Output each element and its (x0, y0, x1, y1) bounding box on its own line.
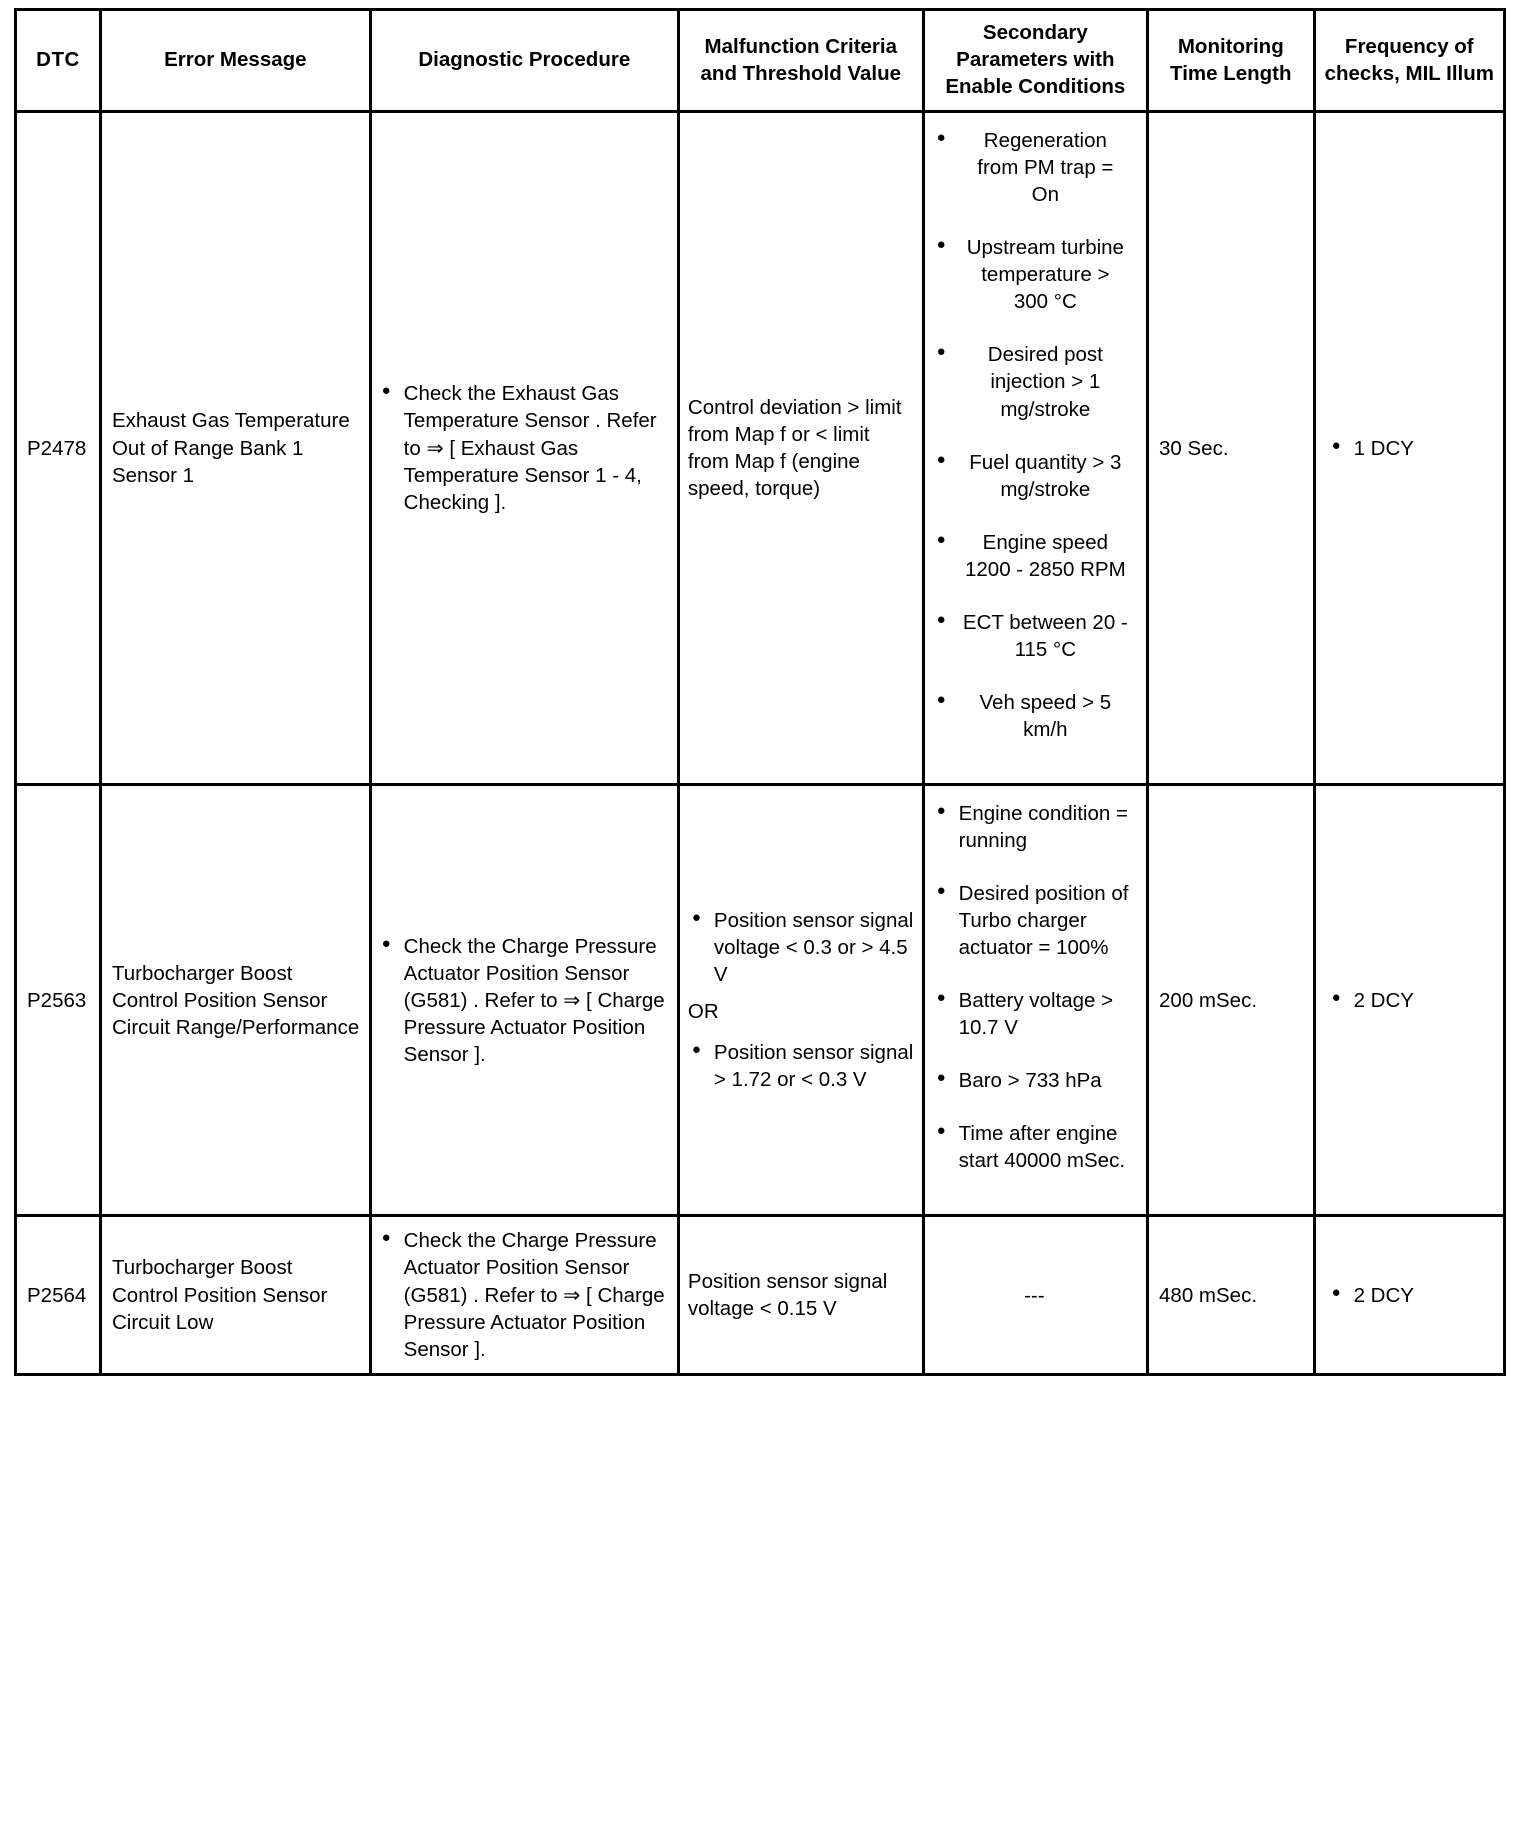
secondary-parameters-wrapper (931, 123, 1138, 773)
column-header-error-message: Error Message (100, 10, 370, 112)
cell-diagnostic-procedure (370, 1216, 678, 1374)
column-header-frequency: Frequency of checks, MIL Illum (1314, 10, 1504, 112)
cell-diagnostic-procedure (370, 784, 678, 1215)
list-item: ● Engine speed 1200 - 2850 RPM (933, 529, 1136, 583)
list-item: ● Battery voltage > 10.7 V (933, 987, 1136, 1041)
table-body (16, 112, 1505, 1375)
frequency-list (1328, 987, 1495, 1014)
cell-error-message: Turbocharger Boost Control Position Sensor Circuit Low (100, 1216, 370, 1374)
table-header (16, 10, 1505, 112)
table-header-row (16, 10, 1505, 112)
list-item: ● Upstream turbine temperature > 300 °C (933, 234, 1136, 315)
cell-dtc: P2564 (16, 1216, 101, 1374)
list-item: ● Engine condition = running (933, 800, 1136, 854)
malfunction-criteria-separator: OR (687, 1000, 719, 1024)
cell-frequency (1314, 784, 1504, 1215)
cell-monitoring-time: 200 mSec. (1148, 784, 1315, 1215)
cell-error-message: Exhaust Gas Temperature Out of Range Bank 1 Sensor 1 (100, 112, 370, 785)
malfunction-criteria-list-2 (688, 1039, 914, 1093)
list-item: ● Position sensor signal voltage < 0.3 or > 4.5 V (688, 907, 914, 988)
dtc-table (14, 8, 1506, 1376)
list-item: ● Baro > 733 hPa (933, 1067, 1136, 1094)
cell-malfunction-criteria (678, 784, 923, 1215)
frequency-list (1328, 435, 1495, 462)
table-row (16, 784, 1505, 1215)
column-header-malfunction-criteria: Malfunction Criteria and Threshold Value (678, 10, 923, 112)
malfunction-criteria-list (688, 907, 914, 988)
list-item: ● 2 DCY (1328, 987, 1495, 1014)
list-item: ● Check the Charge Pressure Actuator Position Sensor (G581) . Refer to ⇒ [ Charge Pressure Actuator Position Sensor ]. (378, 933, 669, 1068)
list-item: ● Time after engine start 40000 mSec. (933, 1120, 1136, 1174)
cell-frequency (1314, 112, 1504, 785)
list-item: ● Check the Exhaust Gas Temperature Sensor . Refer to ⇒ [ Exhaust Gas Temperature Sensor 1 - 4, Checking ]. (378, 380, 669, 515)
list-item: ● 1 DCY (1328, 435, 1495, 462)
list-item: ● ECT between 20 - 115 °C (933, 609, 1136, 663)
column-header-diagnostic-procedure: Diagnostic Procedure (370, 10, 678, 112)
list-item: ● Fuel quantity > 3 mg/stroke (933, 449, 1136, 503)
cell-dtc: P2478 (16, 112, 101, 785)
cell-secondary-parameters (923, 112, 1147, 785)
list-item: ● Regeneration from PM trap = On (933, 127, 1136, 208)
list-item: ● 2 DCY (1328, 1282, 1495, 1309)
frequency-list (1328, 1282, 1495, 1309)
diagnostic-procedure-list (378, 380, 669, 515)
column-header-secondary-parameters: Secondary Parameters with Enable Conditions (923, 10, 1147, 112)
cell-monitoring-time: 480 mSec. (1148, 1216, 1315, 1374)
table-row (16, 112, 1505, 785)
cell-diagnostic-procedure (370, 112, 678, 785)
cell-dtc: P2563 (16, 784, 101, 1215)
list-item: ● Check the Charge Pressure Actuator Position Sensor (G581) . Refer to ⇒ [ Charge Pressure Actuator Position Sensor ]. (378, 1227, 669, 1362)
cell-malfunction-criteria: Control deviation > limit from Map f or < limit from Map f (engine speed, torque) (678, 112, 923, 785)
cell-frequency (1314, 1216, 1504, 1374)
list-item: ● Veh speed > 5 km/h (933, 689, 1136, 743)
column-header-dtc: DTC (16, 10, 101, 112)
secondary-parameters-list (933, 800, 1136, 1174)
secondary-parameters-wrapper (931, 796, 1138, 1204)
list-item: ● Desired position of Turbo charger actuator = 100% (933, 880, 1136, 961)
cell-secondary-parameters: --- (923, 1216, 1147, 1374)
cell-malfunction-criteria: Position sensor signal voltage < 0.15 V (678, 1216, 923, 1374)
diagnostic-procedure-list (378, 933, 669, 1068)
list-item: ● Desired post injection > 1 mg/stroke (933, 341, 1136, 422)
cell-secondary-parameters (923, 784, 1147, 1215)
cell-monitoring-time: 30 Sec. (1148, 112, 1315, 785)
secondary-parameters-list (933, 127, 1136, 743)
diagnostic-procedure-list (378, 1227, 669, 1362)
list-item: ● Position sensor signal > 1.72 or < 0.3 V (688, 1039, 914, 1093)
column-header-monitoring-time: Monitoring Time Length (1148, 10, 1315, 112)
table-row (16, 1216, 1505, 1374)
cell-error-message: Turbocharger Boost Control Position Sensor Circuit Range/Performance (100, 784, 370, 1215)
